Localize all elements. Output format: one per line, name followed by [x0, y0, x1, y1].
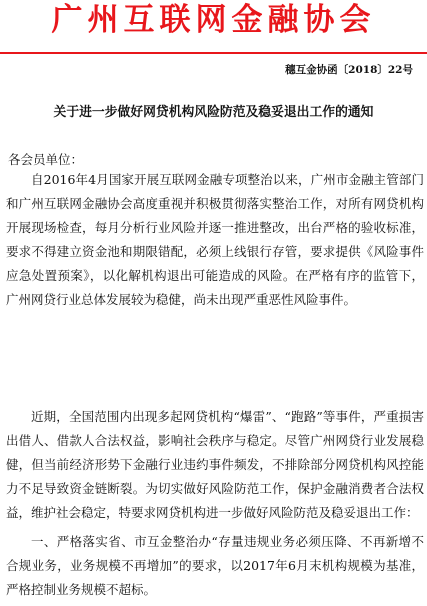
body-paragraph: 近期，全国范围内出现多起网贷机构“爆雷”、“跑路”等事件，严重损害出借人、借款人合法权益，影响社会秩序与稳定。尽管广州网贷行业发展稳健，但当前经济形势下金融行业违约事件频发，不排除部分网贷机构风控能力不足导致资金链断裂。为切实做好风险防范工作，保护金融消费者合法权益，维护社会稳定，特要求网贷机构进一步做好风险防范及稳妥退出工作：: [6, 409, 424, 521]
letterhead-title: 广州互联网金融协会: [51, 2, 376, 38]
body-paragraph: 一、严格落实省、市互金整治办“存量违规业务必须压降、不再新增不合规业务，业务规模不再增加”的要求，以2017年6月末机构规模为基准，严格控制业务规模不超标。: [6, 534, 424, 598]
salutation: 各会员单位：: [8, 152, 84, 167]
letterhead-divider: [0, 52, 427, 54]
document-number: 穗互金协函〔2018〕22号: [285, 64, 413, 76]
body-paragraph: 自2016年4月国家开展互联网金融专项整治以来，广州市金融主管部门和广州互联网金融协会高度重视并积极贯彻落实整治工作，对所有网贷机构开展现场检查，每月分析行业风险并逐一推进整改，出台严格的验收标准，要求不得建立资金池和期限错配，必须上线银行存管，要求提供《风险事件应急处置预案》，以化解机构退出可能造成的风险。在严格有序的监管下，广州网贷行业总体发展较为稳健，尚未出现严重恶性风险事件。: [6, 172, 424, 308]
notice-title: 关于进一步做好网贷机构风险防范及稳妥退出工作的通知: [53, 105, 374, 120]
